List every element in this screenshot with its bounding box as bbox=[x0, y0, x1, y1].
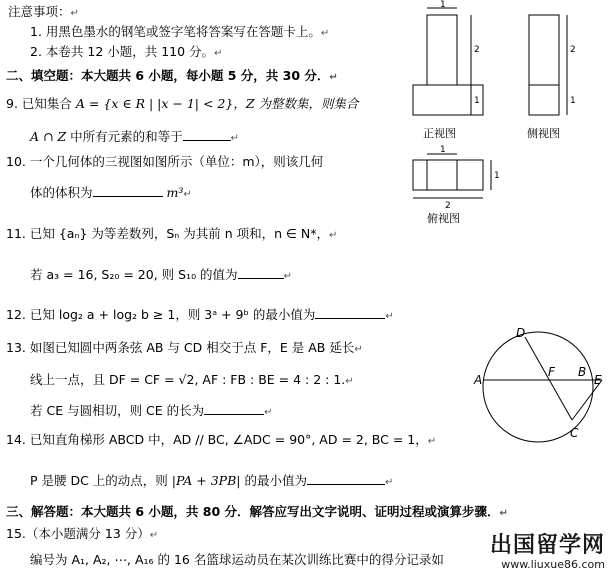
question-11-line-2: 若 a₃ = 16, S₂₀ = 20, 则 S₁₀ 的值为 ↵ bbox=[30, 267, 292, 282]
circle-figure bbox=[470, 325, 605, 450]
question-10-line-1: 10. 一个几何体的三视图如图所示（单位：m），则该几何 bbox=[6, 154, 324, 169]
notes-heading: 注意事项：↵ bbox=[8, 4, 79, 19]
dim-side-height: 2 bbox=[570, 45, 576, 55]
question-number: 9. bbox=[6, 96, 18, 111]
front-view-label: 正视图 bbox=[423, 127, 456, 140]
dim-top-inner: 1 bbox=[440, 145, 446, 155]
point-B: B bbox=[578, 365, 587, 379]
question-12: 12. 已知 log₂ a + log₂ b ≥ 1，则 3ᵃ + 9ᵇ 的最小值为 ↵ bbox=[6, 307, 394, 322]
watermark-url: www.liuxue86.com bbox=[501, 558, 605, 571]
top-view-label: 俯视图 bbox=[427, 212, 460, 225]
point-C: C bbox=[570, 426, 579, 440]
answer-blank bbox=[238, 266, 284, 279]
side-view-upper-block bbox=[529, 15, 559, 85]
side-view-label: 侧视图 bbox=[527, 127, 560, 140]
question-11-line-1: 11. 已知 {aₙ} 为等差数列，Sₙ 为其前 n 项和，n ∈ N*，↵ bbox=[6, 226, 338, 241]
point-A: A bbox=[474, 373, 483, 387]
answer-blank bbox=[204, 402, 264, 415]
question-15-header: 15.（本小题满分 13 分）↵ bbox=[6, 526, 159, 541]
section-3-header: 三、解答题：本大题共 6 小题，共 80 分．解答应写出文字说明、证明过程或演算步骤．↵ bbox=[6, 504, 508, 519]
question-14-line-1: 14. 已知直角梯形 ABCD 中，AD // BC, ∠ADC = 90°, AD = 2, BC = 1，↵ bbox=[6, 432, 437, 447]
question-13-line-1: 13. 如图已知圆中两条弦 AB 与 CD 相交于点 F，E 是 AB 延长↵ bbox=[6, 340, 363, 355]
answer-blank bbox=[93, 184, 163, 197]
dim-front-base: 1 bbox=[474, 96, 480, 106]
three-view-figure bbox=[405, 0, 605, 235]
dim-side-base: 1 bbox=[570, 96, 576, 106]
question-10-line-2: 体的体积为 m³↵ bbox=[30, 185, 192, 200]
question-9-line-1: 9. 已知集合 A = {x ∈ R | |x − 1| < 2}，Z 为整数集，则集合 bbox=[6, 96, 359, 111]
point-F: F bbox=[548, 365, 555, 379]
watermark-title: 出国留学网 bbox=[489, 533, 605, 558]
dim-top-width-2: 2 bbox=[445, 201, 451, 211]
point-D: D bbox=[516, 326, 526, 340]
question-15-line: 编号为 A₁, A₂, ⋯, A₁₆ 的 16 名篮球运动员在某次训练比赛中的得分记录如 bbox=[30, 552, 444, 567]
dim-front-height: 2 bbox=[474, 45, 480, 55]
front-view-base bbox=[413, 85, 483, 115]
answer-blank bbox=[315, 306, 385, 319]
dim-top-width: 1 bbox=[440, 0, 446, 10]
section-2-header: 二、填空题：本大题共 6 小题，每小题 5 分，共 30 分．↵ bbox=[6, 68, 338, 83]
notes-item-2: 2. 本卷共 12 小题，共 110 分。↵ bbox=[30, 44, 223, 59]
answer-blank bbox=[183, 128, 231, 141]
side-view-base bbox=[529, 85, 559, 115]
answer-blank bbox=[307, 472, 385, 485]
notes-item-1: 1. 用黑色墨水的钢笔或签字笔将答案写在答题卡上。↵ bbox=[30, 24, 330, 39]
question-9-line-2: A ∩ Z 中所有元素的和等于 ↵ bbox=[30, 129, 240, 144]
top-view-outer bbox=[413, 160, 483, 190]
question-13-line-3: 若 CE 与圆相切，则 CE 的长为 ↵ bbox=[30, 403, 273, 418]
top-view-inner bbox=[427, 160, 457, 190]
front-view-upper-block bbox=[427, 15, 457, 85]
point-E: E bbox=[594, 373, 602, 387]
question-13-line-2: 线上一点，且 DF = CF = √2, AF : FB : BE = 4 : 2 : 1.↵ bbox=[30, 372, 354, 387]
dim-top-depth: 1 bbox=[494, 171, 500, 181]
watermark bbox=[490, 534, 605, 571]
question-14-line-2: P 是腰 DC 上的动点，则 |PA + 3PB| 的最小值为 ↵ bbox=[30, 473, 394, 488]
